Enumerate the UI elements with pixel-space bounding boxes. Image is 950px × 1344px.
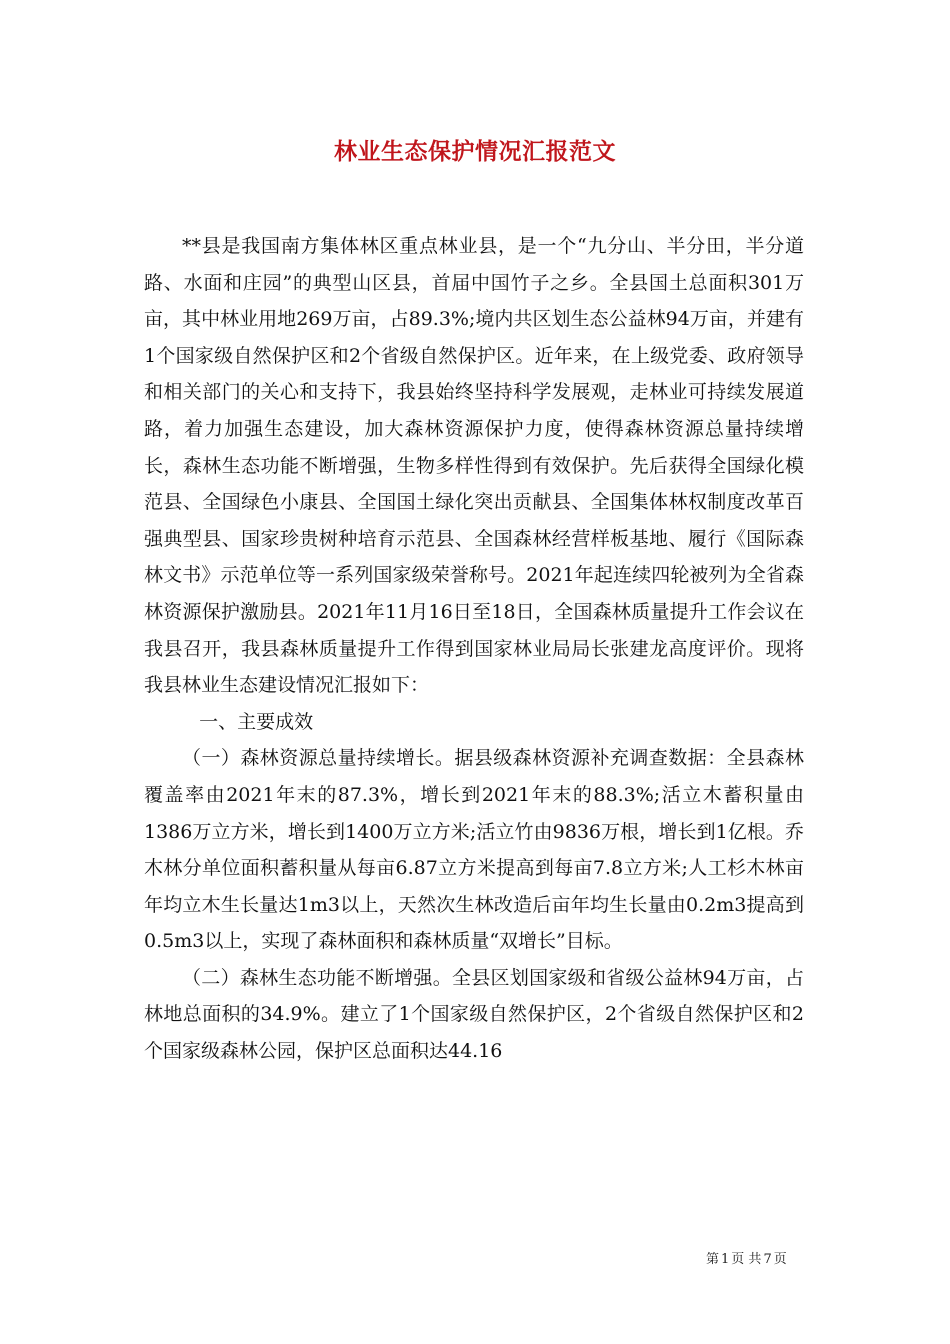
subsection-paragraph-1: （一）森林资源总量持续增长。据县级森林资源补充调查数据：全县森林覆盖率由2021年末的87.3%，增长到2021年末的88.3%;活立木蓄积量由1386万立方米，增长到1400万立方米;活立竹由9836万根，增长到1亿根。乔木林分单位面积蓄积量从每亩6.87立方米提高到每亩7.8立方米;人工杉木林亩年均立木生长量达1m3以上，天然次生林改造后亩年均生长量由0.2m3提高到0.5m3以上，实现了森林面积和森林质量“双增长”目标。 [144,747,804,953]
total-pages-number: 7 [763,1252,772,1267]
document-title: 林业生态保护情况汇报范文 [334,138,616,165]
current-page-number: 1 [721,1252,730,1267]
page-footer [706,1248,787,1267]
section-heading: 一、主要成效 [199,710,314,733]
footer-middle: 页 共 [731,1252,762,1267]
intro-paragraph: **县是我国南方集体林区重点林业县，是一个“九分山、半分田，半分道路、水面和庄园”的典型山区县，首届中国竹子之乡。全县国土总面积301万亩，其中林业用地269万亩，占89.3%;境内共区划生态公益林94万亩，并建有1个国家级自然保护区和2个省级自然保护区。近年来，在上级党委、政府领导和相关部门的关心和支持下，我县始终坚持科学发展观，走林业可持续发展道路，着力加强生态建设，加大森林资源保护力度，使得森林资源总量持续增长，森林生态功能不断增强，生物多样性得到有效保护。先后获得全国绿化模范县、全国绿色小康县、全国国土绿化突出贡献县、全国集体林权制度改革百强典型县、国家珍贵树种培育示范县、全国森林经营样板基地、履行《国际森林文书》示范单位等一系列国家级荣誉称号。2021年起连续四轮被列为全省森林资源保护激励县。2021年11月16日至18日，全国森林质量提升工作会议在我县召开，我县森林质量提升工作得到国家林业局局长张建龙高度评价。现将我县林业生态建设情况汇报如下： [144,235,804,697]
document-body [144,228,804,1070]
footer-suffix: 页 [773,1252,787,1267]
footer-prefix: 第 [706,1252,720,1267]
subsection-paragraph-2: （二）森林生态功能不断增强。全县区划国家级和省级公益林94万亩，占林地总面积的34.9%。建立了1个国家级自然保护区，2个省级自然保护区和2个国家级森林公园，保护区总面积达44.16 [144,966,804,1063]
